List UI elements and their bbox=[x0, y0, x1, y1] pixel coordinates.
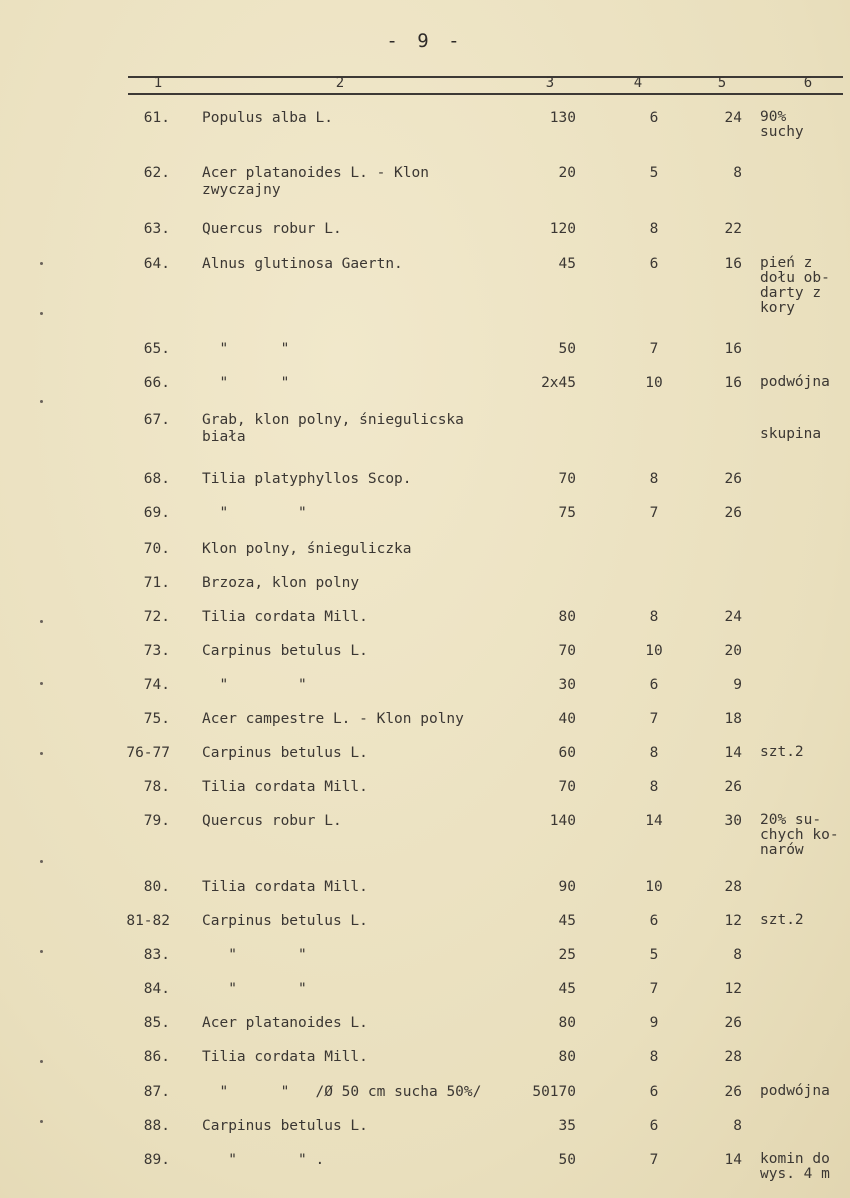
paper-speck bbox=[40, 752, 43, 755]
col-5-value: 8 bbox=[733, 1118, 742, 1134]
remarks: 20% su- chych ko- narów bbox=[760, 812, 839, 858]
paper-speck bbox=[40, 312, 43, 315]
col-5-value: 28 bbox=[724, 1049, 742, 1065]
species-name: Quercus robur L. bbox=[202, 221, 342, 237]
col-5-value: 26 bbox=[724, 471, 742, 487]
row-number: 89. bbox=[143, 1152, 170, 1168]
row-number: 67. bbox=[143, 412, 170, 428]
col-3-value: 50 bbox=[558, 341, 576, 357]
paper-speck bbox=[40, 262, 43, 265]
col-3-value: 20 bbox=[558, 165, 576, 181]
col-4-value: 7 bbox=[649, 505, 659, 521]
col-3-value: 70 bbox=[558, 643, 576, 659]
col-3-value: 90 bbox=[558, 879, 576, 895]
species-name: Carpinus betulus L. bbox=[202, 1118, 368, 1134]
header-col-1: 1 bbox=[153, 75, 163, 91]
row-number: 66. bbox=[143, 375, 170, 391]
col-5-value: 16 bbox=[724, 256, 742, 272]
col-4-value: 8 bbox=[649, 745, 659, 761]
col-5-value: 24 bbox=[724, 110, 742, 126]
paper-speck bbox=[40, 400, 43, 403]
row-number: 74. bbox=[143, 677, 170, 693]
species-name: " " bbox=[202, 505, 307, 521]
row-number: 72. bbox=[143, 609, 170, 625]
col-3-value: 75 bbox=[558, 505, 576, 521]
col-3-value: 30 bbox=[558, 677, 576, 693]
row-number: 75. bbox=[143, 711, 170, 727]
row-number: 85. bbox=[143, 1015, 170, 1031]
remarks: podwójna bbox=[760, 374, 830, 390]
row-number: 86. bbox=[143, 1049, 170, 1065]
col-5-value: 30 bbox=[724, 813, 742, 829]
col-4-value: 7 bbox=[649, 711, 659, 727]
col-3-value: 35 bbox=[558, 1118, 576, 1134]
species-name: Tilia cordata Mill. bbox=[202, 1049, 368, 1065]
paper-speck bbox=[40, 682, 43, 685]
species-name: Quercus robur L. bbox=[202, 813, 342, 829]
col-5-value: 18 bbox=[724, 711, 742, 727]
col-5-value: 26 bbox=[724, 1015, 742, 1031]
col-3-value: 40 bbox=[558, 711, 576, 727]
col-5-value: 26 bbox=[724, 505, 742, 521]
col-5-value: 16 bbox=[724, 341, 742, 357]
row-number: 88. bbox=[143, 1118, 170, 1134]
col-3-value: 120 bbox=[549, 221, 576, 237]
row-number: 63. bbox=[143, 221, 170, 237]
species-name: Tilia cordata Mill. bbox=[202, 879, 368, 895]
col-3-value: 2x45 bbox=[541, 375, 576, 391]
col-4-value: 8 bbox=[649, 609, 659, 625]
row-number: 80. bbox=[143, 879, 170, 895]
col-4-value: 6 bbox=[649, 110, 659, 126]
row-number: 69. bbox=[143, 505, 170, 521]
species-name: Acer platanoides L. - Klon zwyczajny bbox=[202, 165, 429, 198]
paper-speck bbox=[40, 1120, 43, 1123]
row-number: 84. bbox=[143, 981, 170, 997]
remarks: 90% suchy bbox=[760, 109, 804, 140]
col-4-value: 6 bbox=[649, 256, 659, 272]
species-name: Grab, klon polny, śniegulicska biała bbox=[202, 412, 464, 445]
species-name: " " bbox=[202, 375, 290, 391]
row-number: 61. bbox=[143, 110, 170, 126]
col-5-value: 8 bbox=[733, 947, 742, 963]
col-3-value: 25 bbox=[558, 947, 576, 963]
col-5-value: 22 bbox=[724, 221, 742, 237]
col-4-value: 8 bbox=[649, 221, 659, 237]
species-name: " " bbox=[202, 677, 307, 693]
species-name: Alnus glutinosa Gaertn. bbox=[202, 256, 403, 272]
col-4-value: 5 bbox=[649, 165, 659, 181]
col-5-value: 26 bbox=[724, 1084, 742, 1100]
species-name: Carpinus betulus L. bbox=[202, 913, 368, 929]
row-number: 76-77 bbox=[126, 745, 170, 761]
col-3-value: 80 bbox=[558, 1015, 576, 1031]
species-name: Tilia platyphyllos Scop. bbox=[202, 471, 412, 487]
row-number: 68. bbox=[143, 471, 170, 487]
header-col-4: 4 bbox=[633, 75, 643, 91]
header-col-6: 6 bbox=[803, 75, 813, 91]
header-col-3: 3 bbox=[545, 75, 555, 91]
col-5-value: 14 bbox=[724, 1152, 742, 1168]
species-name: " " bbox=[202, 341, 290, 357]
col-4-value: 10 bbox=[645, 879, 663, 895]
page-number: - 9 - bbox=[386, 30, 464, 52]
col-3-value: 45 bbox=[558, 256, 576, 272]
paper-speck bbox=[40, 950, 43, 953]
col-4-value: 6 bbox=[649, 677, 659, 693]
species-name: Tilia cordata Mill. bbox=[202, 609, 368, 625]
col-3-value: 130 bbox=[549, 110, 576, 126]
col-4-value: 5 bbox=[649, 947, 659, 963]
col-4-value: 8 bbox=[649, 779, 659, 795]
paper-speck bbox=[40, 620, 43, 623]
remarks: podwójna bbox=[760, 1083, 830, 1099]
col-3-value: 70 bbox=[558, 471, 576, 487]
paper-speck bbox=[40, 860, 43, 863]
species-name: " " bbox=[202, 947, 307, 963]
row-number: 65. bbox=[143, 341, 170, 357]
paper-speck bbox=[40, 1060, 43, 1063]
col-4-value: 6 bbox=[649, 913, 659, 929]
header-col-2: 2 bbox=[335, 75, 345, 91]
col-5-value: 9 bbox=[733, 677, 742, 693]
remarks: szt.2 bbox=[760, 744, 804, 760]
remarks: komin do wys. 4 m bbox=[760, 1151, 830, 1182]
col-4-value: 8 bbox=[649, 1049, 659, 1065]
row-number: 62. bbox=[143, 165, 170, 181]
col-4-value: 6 bbox=[649, 1118, 659, 1134]
species-name: Carpinus betulus L. bbox=[202, 745, 368, 761]
col-4-value: 7 bbox=[649, 341, 659, 357]
col-4-value: 6 bbox=[649, 1084, 659, 1100]
species-name: Carpinus betulus L. bbox=[202, 643, 368, 659]
col-5-value: 12 bbox=[724, 913, 742, 929]
species-name: Klon polny, śnieguliczka bbox=[202, 541, 412, 557]
col-3-value: 60 bbox=[558, 745, 576, 761]
col-5-value: 28 bbox=[724, 879, 742, 895]
header-col-5: 5 bbox=[717, 75, 727, 91]
col-4-value: 8 bbox=[649, 471, 659, 487]
row-number: 64. bbox=[143, 256, 170, 272]
col-4-value: 10 bbox=[645, 643, 663, 659]
species-name: Brzoza, klon polny bbox=[202, 575, 360, 591]
col-3-value: 50 bbox=[558, 1152, 576, 1168]
col-3-value: 45 bbox=[558, 913, 576, 929]
col-5-value: 16 bbox=[724, 375, 742, 391]
species-name: Acer platanoides L. bbox=[202, 1015, 368, 1031]
col-5-value: 14 bbox=[724, 745, 742, 761]
table-header bbox=[0, 75, 850, 95]
col-3-value: 80 bbox=[558, 609, 576, 625]
species-name: " " bbox=[202, 981, 307, 997]
col-5-value: 26 bbox=[724, 779, 742, 795]
species-name: Populus alba L. bbox=[202, 110, 333, 126]
species-name: " " . bbox=[202, 1152, 325, 1168]
col-3-value: 45 bbox=[558, 981, 576, 997]
species-name: " " /Ø 50 cm sucha 50%/ bbox=[202, 1084, 482, 1100]
col-4-value: 7 bbox=[649, 1152, 659, 1168]
row-number: 70. bbox=[143, 541, 170, 557]
col-5-value: 24 bbox=[724, 609, 742, 625]
row-number: 81-82 bbox=[126, 913, 170, 929]
species-name: Tilia cordata Mill. bbox=[202, 779, 368, 795]
col-5-value: 8 bbox=[733, 165, 742, 181]
row-number: 73. bbox=[143, 643, 170, 659]
species-name: Acer campestre L. - Klon polny bbox=[202, 711, 464, 727]
row-number: 71. bbox=[143, 575, 170, 591]
col-4-value: 9 bbox=[649, 1015, 659, 1031]
row-number: 78. bbox=[143, 779, 170, 795]
col-4-value: 7 bbox=[649, 981, 659, 997]
col-3-value: 140 bbox=[549, 813, 576, 829]
col-3-value: 70 bbox=[558, 779, 576, 795]
row-number: 79. bbox=[143, 813, 170, 829]
col-4-value: 14 bbox=[645, 813, 663, 829]
row-number: 87. bbox=[143, 1084, 170, 1100]
col-3-value: 50170 bbox=[532, 1084, 576, 1100]
col-5-value: 12 bbox=[724, 981, 742, 997]
col-5-value: 20 bbox=[724, 643, 742, 659]
remarks: pień z dołu ob- darty z kory bbox=[760, 255, 830, 316]
row-number: 83. bbox=[143, 947, 170, 963]
remarks: skupina bbox=[760, 426, 822, 442]
col-3-value: 80 bbox=[558, 1049, 576, 1065]
col-4-value: 10 bbox=[645, 375, 663, 391]
remarks: szt.2 bbox=[760, 912, 804, 928]
